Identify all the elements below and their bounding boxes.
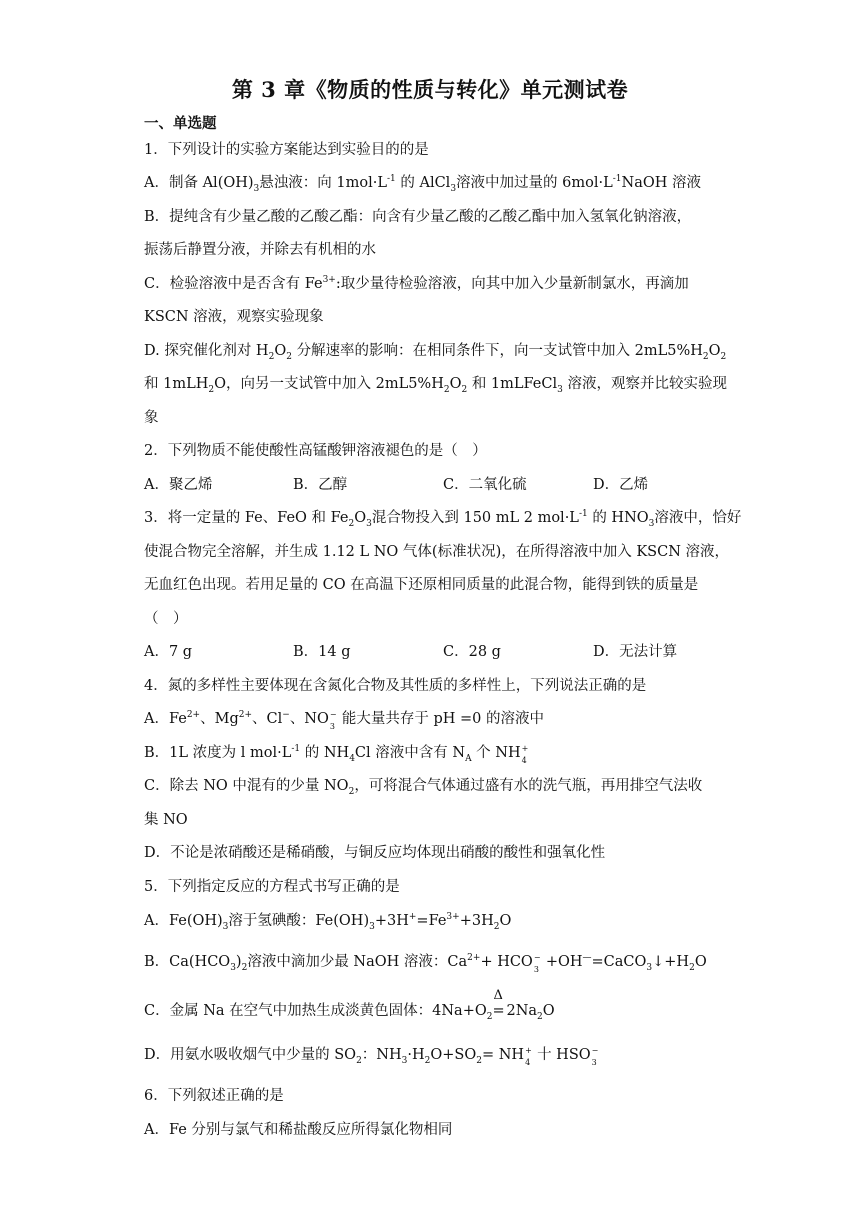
question-3-stem: 3．将一定量的 Fe、FeO 和 $Fe_2O_3$混合物投入到 150 mL 2 $mol\cdot L^{-1}$ 的 $HNO_3$溶液中，恰好 — [144, 509, 742, 529]
heat-delta-symbol: Δ — [493, 988, 503, 1003]
question-2-option-b: B．乙醇 — [293, 477, 348, 493]
question-1-option-b-line1: B．提纯含有少量乙酸的乙酸乙酯：向含有少量乙酸的乙酸乙酯中加入氢氧化钠溶液， — [144, 209, 692, 225]
question-5-stem: 5．下列指定反应的方程式书写正确的是 — [144, 879, 400, 895]
question-4-option-d: D．不论是浓硝酸还是稀硝酸，与铜反应均体现出硝酸的酸性和强氧化性 — [144, 845, 606, 861]
question-4-option-b: B．1L 浓度为 l $mol\cdot L^{-1}$ 的 $NH_4Cl$ 溶液中含有 $N_A$ 个 NH + 4 — [144, 744, 529, 765]
question-1-option-c: C．检验溶液中是否含有 $Fe^{3+}$:取少量待检验溶液，向其中加入少量新制氯水，再滴加 — [144, 275, 689, 292]
question-2-stem: 2．下列物质不能使酸性高锰酸钾溶液褪色的是（ ） — [144, 443, 487, 459]
question-1-option-d-line3: 象 — [144, 410, 159, 426]
question-3-line3: 无血红色出现。若用足量的 CO 在高温下还原相同质量的此混合物，能得到铁的质量是 — [144, 577, 699, 593]
question-1-option-b-line2: 振荡后静置分液，并除去有机相的水 — [144, 242, 376, 258]
question-1-option-a: A．制备 $Al(OH)_3$悬浊液：向 $1mol\cdot L^{-1}$ 的 AlCl$_3$溶液中加过量的 $6mol\cdot L^{-1}NaOH$ 溶液 — [144, 174, 702, 194]
question-4-stem: 4．氮的多样性主要体现在含氮化合物及其性质的多样性上，下列说法正确的是 — [144, 678, 647, 694]
question-6-option-a: A．Fe 分别与氯气和稀盐酸反应所得氯化物相同 — [144, 1122, 453, 1138]
question-5-option-d: D．用氨水吸收烟气中少量的 $SO_2$：$NH_3\cdot H_2O+SO_2=$ NH + 4 十 HSO − 3 — [144, 1046, 599, 1067]
question-3-option-d: D．无法计算 — [593, 644, 678, 660]
question-1-option-d-line2: 和 1mLH$_2$O，向另一支试管中加入 $2mL5\%H_2O_2$ 和 1mLFeCl$_3$ 溶液，观察并比较实验现 — [144, 376, 727, 395]
question-1-stem: 1．下列设计的实验方案能达到实验目的的是 — [144, 142, 429, 158]
question-1-option-c-line2: KSCN 溶液，观察实验现象 — [144, 309, 324, 325]
question-3-line4: （ ） — [144, 611, 188, 627]
question-5-option-c: C．金属 Na 在空气中加热生成淡黄色固体：$4Na+O_2$ Δ = $2Na_2O$ — [144, 988, 555, 1022]
question-4-option-c-line2: 集 NO — [144, 812, 188, 828]
question-1-option-d: D. 探究催化剂对 $H_2O_2$ 分解速率的影响：在相同条件下，向一支试管中加入 $2mL5\%H_2O_2$ — [144, 343, 727, 362]
question-3-option-b: B．14 g — [293, 644, 351, 660]
question-2-option-c: C．二氧化硫 — [443, 477, 527, 493]
page-title: 第 3 章《物质的性质与转化》单元测试卷 — [231, 77, 629, 102]
question-2-option-a: A．聚乙烯 — [144, 477, 213, 493]
question-3-line2: 使混合物完全溶解，并生成 1.12 L NO 气体(标准状况)，在所得溶液中加入 KSCN 溶液， — [144, 544, 730, 560]
question-3-option-a: A．7 g — [144, 644, 193, 660]
question-3-option-c: C．28 g — [443, 644, 501, 660]
question-4-option-c: C．除去 NO 中混有的少量 $NO_2$，可将混合气体通过盛有水的洗气瓶，再用排空气法收 — [144, 778, 703, 797]
question-5-option-a: A．$Fe(OH)_3$溶于氢碘酸：$Fe(OH)_3+3H^+=Fe^{3+}+3H_2O$ — [144, 912, 512, 932]
question-2-option-d: D．乙烯 — [593, 477, 649, 493]
question-5-option-b: B．$Ca(HCO_3)_2$溶液中滴加少最 NaOH 溶液：$Ca^{2+}+$ HCO − 3 $+OH^—=CaCO_3↓+H_2O$ — [144, 953, 707, 974]
question-4-option-a: A．$Fe^{2+}$、$Mg^{2+}$、Cl−、NO − 3 能大量共存于 pH =0 的溶液中 — [144, 710, 545, 731]
question-6-stem: 6．下列叙述正确的是 — [144, 1088, 284, 1104]
section-heading: 一、单选题 — [144, 115, 217, 132]
